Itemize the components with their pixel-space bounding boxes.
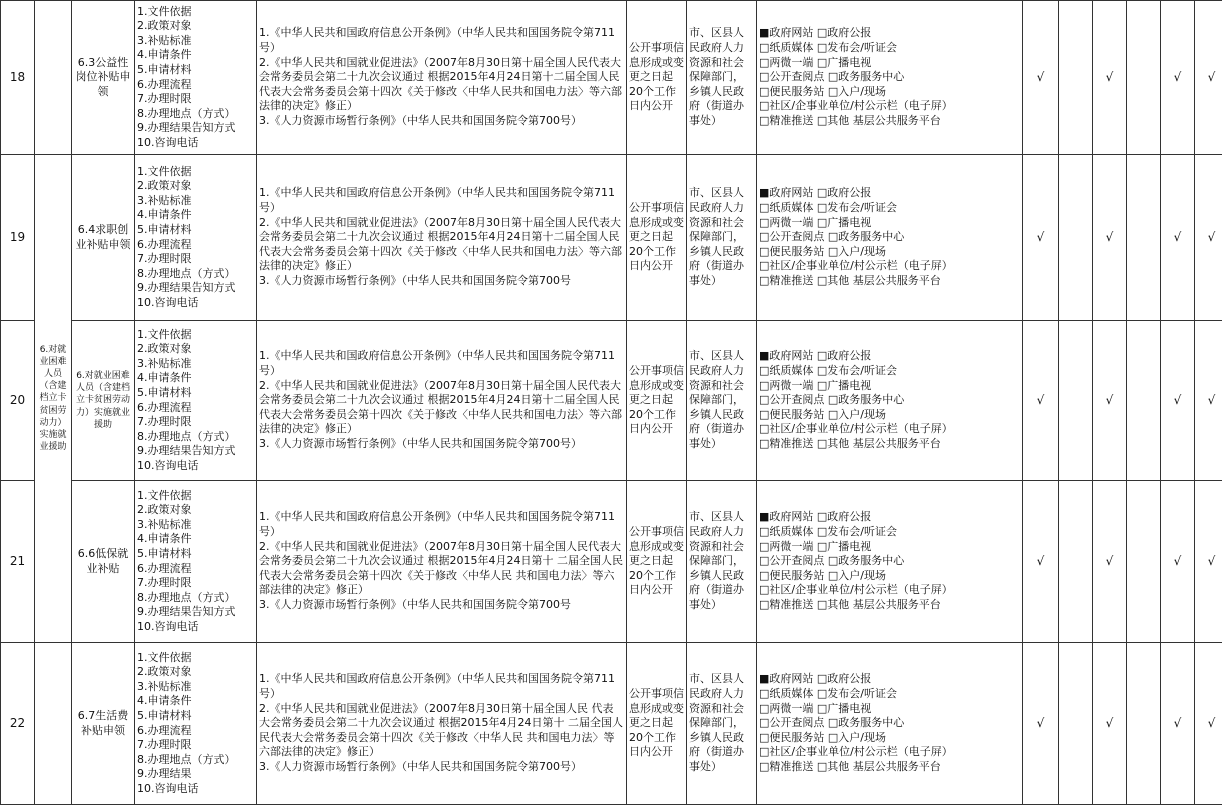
basis-item: 3.《人力资源市场暂行条例》（中华人民共和国国务院令第700号 — [259, 597, 571, 611]
content-item: 5.申请材料 — [137, 708, 192, 722]
check-mark: √ — [1207, 70, 1216, 85]
content-item: 7.办理时限 — [137, 576, 192, 590]
content-item: 4.申请条件 — [137, 208, 192, 222]
channel-option: □两微一端 □广播电视 — [759, 539, 872, 553]
channel-option: □社区/企事业单位/村公示栏（电子屏） — [759, 745, 953, 759]
channel-option: □便民服务站 □入户/现场 — [759, 407, 886, 421]
content-item: 1.文件依据 — [137, 650, 192, 664]
content-item: 6.办理流程 — [137, 561, 192, 575]
check-cell — [1161, 1, 1195, 155]
channel-option: ■政府网站 □政府公报 — [759, 349, 872, 363]
check-mark: √ — [1207, 230, 1216, 245]
check-cell — [1093, 1, 1127, 155]
disclosure-subject: 市、区县人民政府人力资源和社会保障部门，乡镇人民政府（街道办事处） — [689, 186, 744, 287]
disclosure-subject: 市、区县人民政府人力资源和社会保障部门，乡镇人民政府（街道办事处） — [689, 510, 744, 611]
channels-cell — [757, 1, 1023, 155]
check-mark: √ — [1207, 554, 1216, 569]
channel-option: □纸质媒体 □发布会/听证会 — [759, 41, 897, 55]
contents-cell — [135, 1, 257, 155]
check-cell — [1059, 155, 1093, 321]
contents-cell — [135, 643, 257, 805]
check-cell — [1059, 481, 1093, 643]
row-number: 18 — [9, 70, 26, 85]
item-name: 6.3公益性岗位补贴申领 — [75, 55, 131, 98]
content-item: 9.办理结果告知方式 — [137, 281, 236, 295]
check-cell — [1093, 321, 1127, 481]
channel-option: □公开查阅点 □政务服务中心 — [759, 716, 905, 730]
check-cell — [1093, 643, 1127, 805]
check-mark: √ — [1173, 554, 1182, 569]
table-row — [1, 155, 1222, 321]
content-item: 7.办理时限 — [137, 92, 192, 106]
check-cell — [1127, 1, 1161, 155]
check-mark: √ — [1036, 70, 1045, 85]
row-number: 19 — [9, 230, 26, 245]
check-cell — [1195, 643, 1222, 805]
subject-cell — [687, 321, 757, 481]
content-item: 10.咨询电话 — [137, 135, 199, 149]
row-number-cell — [1, 321, 35, 481]
basis-item: 1.《中华人民共和国政府信息公开条例》（中华人民共和国国务院令第711号） — [259, 186, 615, 215]
check-mark: √ — [1105, 716, 1114, 731]
channels-cell — [757, 155, 1023, 321]
content-item: 7.办理时限 — [137, 415, 192, 429]
check-mark: √ — [1105, 230, 1114, 245]
contents-cell — [135, 155, 257, 321]
content-item: 8.办理地点（方式） — [137, 266, 236, 280]
channel-option: □精准推送 □其他 基层公共服务平台 — [759, 597, 941, 611]
item-name: 6.4求职创业补贴申领 — [75, 222, 131, 251]
item-name: 6.对就业困难人员（含建档立卡贫困劳动力）实施就业援助 — [75, 370, 130, 430]
check-cell — [1093, 481, 1127, 643]
channel-option: □精准推送 □其他 基层公共服务平台 — [759, 436, 941, 450]
group-cell-top — [35, 1, 72, 155]
channels-cell — [757, 481, 1023, 643]
content-item: 3.补贴标准 — [137, 679, 192, 693]
basis-item: 3.《人力资源市场暂行条例》（中华人民共和国国务院令第700号） — [259, 436, 582, 450]
channel-option: □社区/企事业单位/村公示栏（电子屏） — [759, 99, 953, 113]
content-item: 10.咨询电话 — [137, 619, 199, 633]
check-mark: √ — [1207, 393, 1216, 408]
basis-cell — [257, 155, 627, 321]
channel-option: □社区/企事业单位/村公示栏（电子屏） — [759, 259, 953, 273]
check-mark: √ — [1105, 554, 1114, 569]
content-item: 6.办理流程 — [137, 237, 192, 251]
timing-cell — [627, 643, 687, 805]
check-cell — [1023, 1, 1059, 155]
check-cell — [1161, 155, 1195, 321]
check-cell — [1161, 321, 1195, 481]
content-item: 4.申请条件 — [137, 48, 192, 62]
subject-cell — [687, 1, 757, 155]
channel-option: ■政府网站 □政府公报 — [759, 672, 872, 686]
check-cell — [1023, 643, 1059, 805]
channel-option: □便民服务站 □入户/现场 — [759, 730, 886, 744]
content-item: 9.办理结果 — [137, 767, 192, 781]
content-item: 7.办理时限 — [137, 252, 192, 266]
content-item: 4.申请条件 — [137, 532, 192, 546]
timing-cell — [627, 155, 687, 321]
item-name-cell — [72, 155, 135, 321]
check-cell — [1127, 155, 1161, 321]
content-item: 9.办理结果告知方式 — [137, 121, 236, 135]
subject-cell — [687, 643, 757, 805]
basis-item: 1.《中华人民共和国政府信息公开条例》（中华人民共和国国务院令第711号） — [259, 349, 615, 378]
group-category-cell — [35, 155, 72, 643]
disclosure-subject: 市、区县人民政府人力资源和社会保障部门，乡镇人民政府（街道办事处） — [689, 349, 744, 450]
basis-item: 2.《中华人民共和国就业促进法》（2007年8月30日第十届全国人民 代表大会常务委员会第二十九次会议通过 根据2015年4月24日第十 二届全国人民代表大会常务委员会第十四次《关于修改〈中华人民 共和国电力法〉等六部法律的决定》修正） — [259, 701, 623, 759]
check-cell — [1023, 155, 1059, 321]
content-item: 8.办理地点（方式） — [137, 429, 236, 443]
basis-cell — [257, 321, 627, 481]
content-item: 8.办理地点（方式） — [137, 106, 236, 120]
check-cell — [1093, 155, 1127, 321]
channel-option: □便民服务站 □入户/现场 — [759, 244, 886, 258]
check-mark: √ — [1173, 716, 1182, 731]
item-name: 6.6低保就业补贴 — [77, 546, 129, 575]
group-cell-bottom — [35, 643, 72, 805]
channel-option: □公开查阅点 □政务服务中心 — [759, 230, 905, 244]
check-mark: √ — [1036, 230, 1045, 245]
row-number: 20 — [9, 393, 26, 408]
channel-option: □纸质媒体 □发布会/听证会 — [759, 201, 897, 215]
channel-option: □精准推送 □其他 基层公共服务平台 — [759, 113, 941, 127]
disclosure-timing: 公开事项信息形成或变更之日起20个工作日内公开 — [629, 687, 684, 759]
channel-option: □便民服务站 □入户/现场 — [759, 568, 886, 582]
timing-cell — [627, 1, 687, 155]
check-mark: √ — [1173, 70, 1182, 85]
item-name: 6.7生活费补贴申领 — [77, 708, 129, 737]
content-item: 1.文件依据 — [137, 327, 192, 341]
content-item: 10.咨询电话 — [137, 295, 199, 309]
check-cell — [1195, 481, 1222, 643]
timing-cell — [627, 481, 687, 643]
contents-cell — [135, 321, 257, 481]
channels-cell — [757, 643, 1023, 805]
channel-option: □纸质媒体 □发布会/听证会 — [759, 364, 897, 378]
content-item: 4.申请条件 — [137, 371, 192, 385]
content-item: 5.申请材料 — [137, 385, 192, 399]
basis-item: 2.《中华人民共和国就业促进法》（2007年8月30日第十届全国人民代表大会常务委员会第二十九次会议通过 根据2015年4月24日第十二届全国人民代表大会常务委员会第十四次《关于修改〈中华人民共和国电力法〉等六部法律的决定》修正） — [259, 378, 622, 436]
basis-item: 1.《中华人民共和国政府信息公开条例》（中华人民共和国国务院令第711号） — [259, 26, 615, 55]
channel-option: ■政府网站 □政府公报 — [759, 26, 872, 40]
check-mark: √ — [1173, 230, 1182, 245]
content-item: 10.咨询电话 — [137, 781, 199, 795]
channel-option: □两微一端 □广播电视 — [759, 701, 872, 715]
content-item: 5.申请材料 — [137, 546, 192, 560]
content-item: 8.办理地点（方式） — [137, 752, 236, 766]
check-mark: √ — [1105, 70, 1114, 85]
basis-item: 2.《中华人民共和国就业促进法》（2007年8月30日第十届全国人民代表大会常务委员会第二十九次会议通过 根据2015年4月24日第十二届全国人民代表大会常务委员会第十四次《关于修改〈中华人民共和国电力法〉等六部法律的决定》修正） — [259, 215, 622, 273]
check-cell — [1059, 321, 1093, 481]
basis-item: 1.《中华人民共和国政府信息公开条例》（中华人民共和国国务院令第711号） — [259, 510, 615, 539]
content-item: 5.申请材料 — [137, 222, 192, 236]
check-mark: √ — [1207, 716, 1216, 731]
content-item: 2.政策对象 — [137, 503, 192, 517]
disclosure-timing: 公开事项信息形成或变更之日起20个工作日内公开 — [629, 525, 684, 597]
content-item: 8.办理地点（方式） — [137, 590, 236, 604]
item-name-cell — [72, 643, 135, 805]
subject-cell — [687, 481, 757, 643]
check-mark: √ — [1105, 393, 1114, 408]
check-cell — [1127, 481, 1161, 643]
table-row — [1, 321, 1222, 481]
disclosure-subject: 市、区县人民政府人力资源和社会保障部门，乡镇人民政府（街道办事处） — [689, 672, 744, 773]
row-number-cell — [1, 481, 35, 643]
table-body — [1, 1, 1222, 805]
disclosure-timing: 公开事项信息形成或变更之日起20个工作日内公开 — [629, 201, 684, 273]
check-cell — [1161, 643, 1195, 805]
group-category-label: 6.对就业困难人员（含建档立卡贫困劳动力）实施就业援助 — [39, 344, 67, 453]
contents-cell — [135, 481, 257, 643]
basis-item: 3.《人力资源市场暂行条例》（中华人民共和国国务院令第700号） — [259, 759, 582, 773]
content-item: 9.办理结果告知方式 — [137, 605, 236, 619]
content-item: 3.补贴标准 — [137, 356, 192, 370]
check-cell — [1127, 643, 1161, 805]
row-number-cell — [1, 155, 35, 321]
check-cell — [1023, 481, 1059, 643]
basis-cell — [257, 643, 627, 805]
disclosure-timing: 公开事项信息形成或变更之日起20个工作日内公开 — [629, 41, 684, 113]
channel-option: □精准推送 □其他 基层公共服务平台 — [759, 759, 941, 773]
timing-cell — [627, 321, 687, 481]
channel-option: ■政府网站 □政府公报 — [759, 186, 872, 200]
content-item: 6.办理流程 — [137, 723, 192, 737]
item-name-cell — [72, 481, 135, 643]
table-row — [1, 643, 1222, 805]
check-cell — [1023, 321, 1059, 481]
basis-cell — [257, 481, 627, 643]
content-item: 3.补贴标准 — [137, 517, 192, 531]
basis-cell — [257, 1, 627, 155]
subject-cell — [687, 155, 757, 321]
item-name-cell — [72, 321, 135, 481]
channel-option: □社区/企事业单位/村公示栏（电子屏） — [759, 583, 953, 597]
check-cell — [1059, 643, 1093, 805]
content-item: 1.文件依据 — [137, 164, 192, 178]
channels-cell — [757, 321, 1023, 481]
row-number: 21 — [9, 554, 26, 569]
check-cell — [1161, 481, 1195, 643]
table-row — [1, 481, 1222, 643]
content-item: 6.办理流程 — [137, 400, 192, 414]
content-item: 9.办理结果告知方式 — [137, 444, 236, 458]
content-item: 2.政策对象 — [137, 665, 192, 679]
content-item: 6.办理流程 — [137, 77, 192, 91]
content-item: 5.申请材料 — [137, 62, 192, 76]
check-mark: √ — [1036, 393, 1045, 408]
basis-item: 3.《人力资源市场暂行条例》（中华人民共和国国务院令第700号） — [259, 113, 582, 127]
channel-option: □两微一端 □广播电视 — [759, 215, 872, 229]
disclosure-subject: 市、区县人民政府人力资源和社会保障部门，乡镇人民政府（街道办事处） — [689, 26, 744, 127]
channel-option: □两微一端 □广播电视 — [759, 378, 872, 392]
content-item: 2.政策对象 — [137, 342, 192, 356]
content-item: 2.政策对象 — [137, 19, 192, 33]
check-mark: √ — [1036, 554, 1045, 569]
basis-item: 1.《中华人民共和国政府信息公开条例》（中华人民共和国国务院令第711号） — [259, 672, 615, 701]
basis-item: 3.《人力资源市场暂行条例》（中华人民共和国国务院令第700号 — [259, 273, 571, 287]
check-mark: √ — [1173, 393, 1182, 408]
content-item: 3.补贴标准 — [137, 193, 192, 207]
row-number: 22 — [9, 716, 26, 731]
row-number-cell — [1, 1, 35, 155]
channel-option: □公开查阅点 □政务服务中心 — [759, 70, 905, 84]
content-item: 7.办理时限 — [137, 738, 192, 752]
channel-option: □纸质媒体 □发布会/听证会 — [759, 525, 897, 539]
check-cell — [1195, 1, 1222, 155]
check-cell — [1195, 155, 1222, 321]
channel-option: □精准推送 □其他 基层公共服务平台 — [759, 273, 941, 287]
check-cell — [1195, 321, 1222, 481]
check-cell — [1127, 321, 1161, 481]
content-item: 2.政策对象 — [137, 179, 192, 193]
channel-option: □便民服务站 □入户/现场 — [759, 84, 886, 98]
row-number-cell — [1, 643, 35, 805]
channel-option: □社区/企事业单位/村公示栏（电子屏） — [759, 422, 953, 436]
content-item: 4.申请条件 — [137, 694, 192, 708]
content-item: 3.补贴标准 — [137, 33, 192, 47]
content-item: 1.文件依据 — [137, 4, 192, 18]
table-row — [1, 1, 1222, 155]
channel-option: □纸质媒体 □发布会/听证会 — [759, 687, 897, 701]
content-item: 1.文件依据 — [137, 488, 192, 502]
item-name-cell — [72, 1, 135, 155]
check-cell — [1059, 1, 1093, 155]
content-item: 10.咨询电话 — [137, 458, 199, 472]
channel-option: □公开查阅点 □政务服务中心 — [759, 393, 905, 407]
basis-item: 2.《中华人民共和国就业促进法》（2007年8月30日第十届全国人民代表大会常务委员会第二十九次会议通过 根据2015年4月24日第十二届全国人民代表大会常务委员会第十四次《关于修改〈中华人民共和国电力法〉等六部法律的决定》修正） — [259, 55, 622, 113]
channel-option: □公开查阅点 □政务服务中心 — [759, 554, 905, 568]
disclosure-timing: 公开事项信息形成或变更之日起20个工作日内公开 — [629, 364, 684, 436]
check-mark: √ — [1036, 716, 1045, 731]
channel-option: □两微一端 □广播电视 — [759, 55, 872, 69]
basis-item: 2.《中华人民共和国就业促进法》（2007年8月30日第十届全国人民代表大会常务委员会第二十九次会议通过 根据2015年4月24日第十 二届全国人民代表大会常务委员会第十四次《关于修改〈中华人民 共和国电力法〉等六部法律的决定》修正） — [259, 539, 623, 597]
channel-option: ■政府网站 □政府公报 — [759, 510, 872, 524]
